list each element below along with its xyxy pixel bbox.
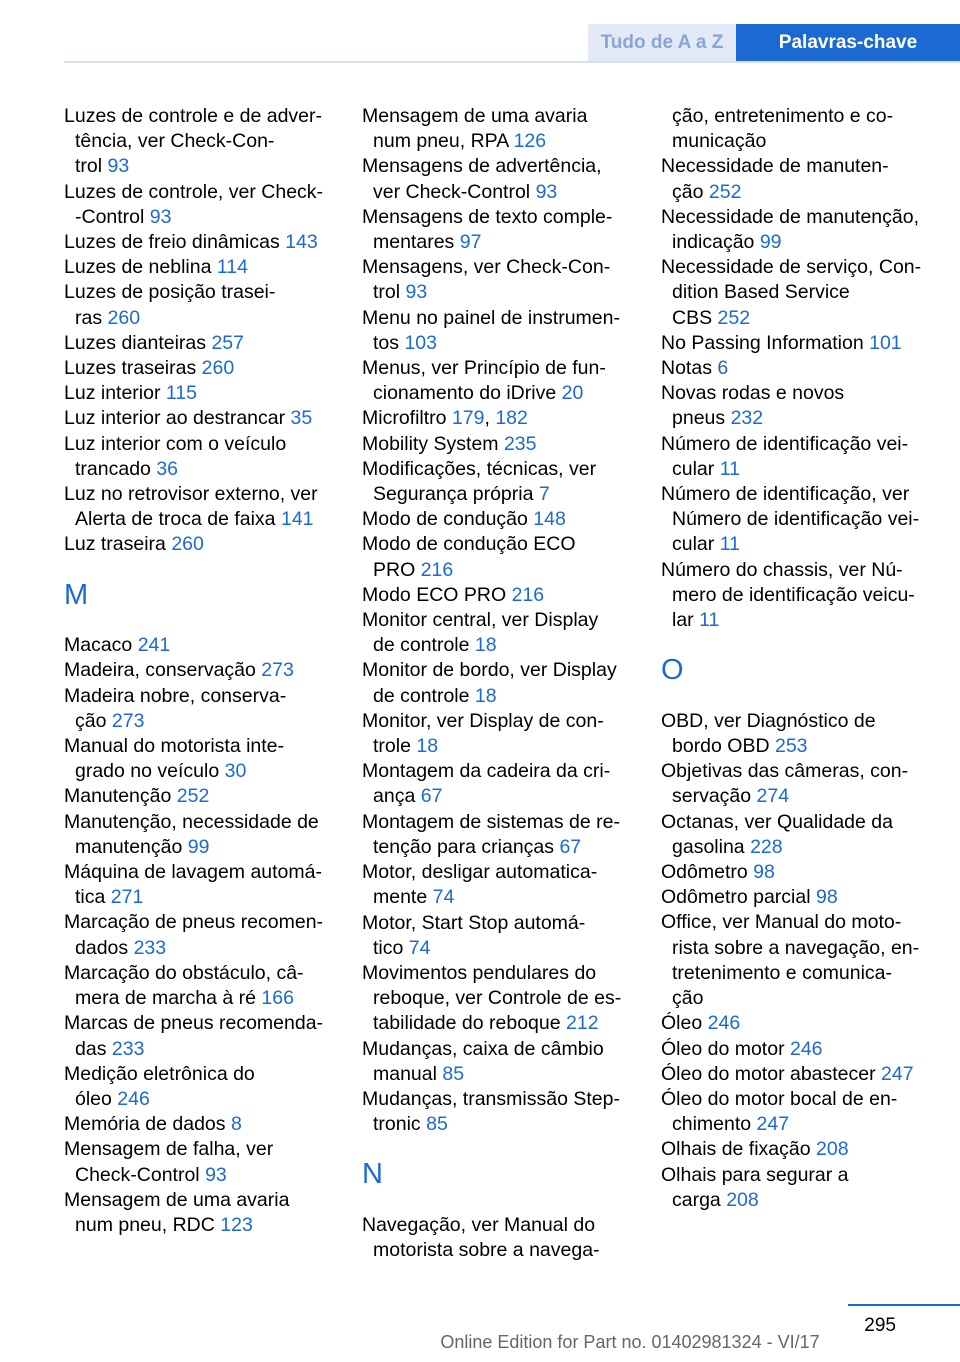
page-link[interactable]: 99 bbox=[187, 835, 210, 858]
page-link[interactable]: 252 bbox=[176, 785, 210, 808]
index-entry bbox=[64, 406, 338, 431]
entry-text: Monitor de bordo, ver Display bbox=[362, 659, 617, 682]
entry-text: Mensagem de uma avaria bbox=[64, 1188, 290, 1211]
entry-text: lar bbox=[672, 609, 694, 632]
page-link[interactable]: 212 bbox=[566, 1012, 599, 1035]
page-link[interactable]: 93 bbox=[535, 180, 558, 203]
entry-text: pneus bbox=[672, 407, 726, 430]
index-entry bbox=[362, 507, 636, 532]
index-entry bbox=[64, 961, 338, 1011]
index-entry bbox=[362, 860, 636, 910]
entry-text: rista sobre a navegação, en‐ bbox=[672, 936, 920, 959]
page-link[interactable]: 208 bbox=[816, 1138, 849, 1161]
tab-palavras-chave[interactable]: Palavras-chave bbox=[736, 24, 960, 61]
entry-text: óleo bbox=[75, 1087, 112, 1110]
section-letter: N bbox=[362, 1158, 383, 1191]
index-entry bbox=[64, 684, 338, 734]
page-link[interactable]: 148 bbox=[533, 508, 566, 531]
page-link[interactable]: 271 bbox=[110, 886, 144, 909]
index-entry bbox=[64, 633, 338, 658]
entry-text: Luzes de freio dinâmicas bbox=[64, 231, 280, 254]
entry-text: gasolina bbox=[672, 835, 745, 858]
page-link[interactable]: 93 bbox=[205, 1163, 227, 1186]
index-entry bbox=[661, 331, 935, 356]
page-link[interactable]: 141 bbox=[280, 508, 314, 531]
entry-text: tabilidade do reboque bbox=[373, 1012, 561, 1035]
entry-text: Mudanças, caixa de câmbio bbox=[362, 1037, 604, 1060]
entry-text: Novas rodas e novos bbox=[661, 382, 845, 405]
page-link[interactable]: 74 bbox=[408, 936, 431, 959]
entry-text: ção bbox=[672, 987, 704, 1010]
index-entry bbox=[362, 532, 636, 582]
entry-text: Marcação de pneus recomen‐ bbox=[64, 911, 324, 934]
section-letter: O bbox=[661, 654, 684, 687]
page-link[interactable]: 273 bbox=[261, 659, 294, 682]
index-entry bbox=[64, 910, 338, 960]
page-link[interactable]: 252 bbox=[717, 306, 751, 329]
entry-text: bordo OBD bbox=[672, 735, 770, 758]
footer-divider bbox=[848, 1304, 960, 1306]
entry-text: OBD, ver Diagnóstico de bbox=[661, 709, 876, 732]
index-entry bbox=[661, 1011, 935, 1036]
entry-text: Menus, ver Princípio de fun‐ bbox=[362, 357, 606, 380]
entry-text: das bbox=[75, 1037, 107, 1060]
page-link[interactable]: 166 bbox=[261, 987, 294, 1010]
entry-text: manutenção bbox=[75, 835, 183, 858]
page-link[interactable]: 182 bbox=[495, 407, 528, 430]
index-entry bbox=[661, 356, 935, 381]
page-link[interactable]: 216 bbox=[420, 558, 454, 581]
index-entry bbox=[362, 432, 636, 457]
entry-text: Número do chassis, ver Nú‐ bbox=[661, 558, 903, 581]
index-entry bbox=[362, 961, 636, 1037]
entry-text: dition Based Service bbox=[672, 281, 850, 304]
index-entry bbox=[661, 1137, 935, 1162]
index-entry bbox=[64, 810, 338, 860]
entry-text: Olhais para segurar a bbox=[661, 1163, 849, 1186]
page-link[interactable]: 36 bbox=[156, 457, 179, 480]
page-link[interactable]: 18 bbox=[474, 634, 497, 657]
entry-text: num pneu, RPA bbox=[373, 130, 509, 153]
index-entry bbox=[362, 154, 636, 204]
entry-text: tência, ver Check-Con‐ bbox=[75, 130, 275, 153]
page-header bbox=[0, 24, 960, 61]
page-link[interactable]: 98 bbox=[753, 861, 775, 884]
entry-text: Monitor, ver Display de con‐ bbox=[362, 709, 604, 732]
index-entry bbox=[661, 1062, 935, 1087]
entry-text: Luzes de neblina bbox=[64, 256, 212, 279]
page-link[interactable]: 98 bbox=[816, 886, 838, 909]
index-entry bbox=[661, 381, 935, 431]
entry-text: Manutenção, necessidade de bbox=[64, 810, 319, 833]
page-link[interactable]: 246 bbox=[789, 1037, 823, 1060]
page-link[interactable]: 11 bbox=[719, 457, 740, 480]
index-entry bbox=[362, 205, 636, 255]
entry-text: mente bbox=[373, 886, 428, 909]
page-link[interactable]: 232 bbox=[730, 407, 764, 430]
page-link[interactable]: 74 bbox=[432, 886, 455, 909]
entry-text: Luz interior bbox=[64, 382, 161, 405]
entry-text: Check-Control bbox=[75, 1163, 200, 1186]
entry-text: Luzes traseiras bbox=[64, 357, 197, 380]
entry-text: Luzes de posição trasei‐ bbox=[64, 281, 276, 304]
entry-text: dados bbox=[75, 936, 129, 959]
entry-text: ção bbox=[75, 709, 107, 732]
index-entry bbox=[64, 280, 338, 330]
entry-text: Objetivas das câmeras, con‐ bbox=[661, 760, 909, 783]
index-entry bbox=[661, 1037, 935, 1062]
page-link[interactable]: 123 bbox=[220, 1213, 253, 1236]
entry-text: carga bbox=[672, 1188, 721, 1211]
entry-text: Office, ver Manual do moto‐ bbox=[661, 911, 902, 934]
index-entry bbox=[362, 356, 636, 406]
page-link[interactable]: 143 bbox=[285, 231, 318, 254]
section-letter: M bbox=[64, 578, 89, 611]
entry-text: trancado bbox=[75, 457, 151, 480]
page-link[interactable]: 93 bbox=[149, 205, 172, 228]
index-entry bbox=[661, 104, 935, 154]
index-entry bbox=[661, 860, 935, 885]
page-link[interactable]: 85 bbox=[426, 1113, 448, 1136]
entry-text: Necessidade de manuten‐ bbox=[661, 155, 889, 178]
entry-text: Modo de condução ECO bbox=[362, 533, 576, 556]
page-link[interactable]: 18 bbox=[416, 735, 439, 758]
entry-text: Luz no retrovisor externo, ver bbox=[64, 483, 318, 506]
index-entry bbox=[661, 885, 935, 910]
entry-text: Montagem da cadeira da cri‐ bbox=[362, 760, 611, 783]
entry-text: Mensagens de texto comple‐ bbox=[362, 205, 613, 228]
entry-text: Luzes de controle, ver Check- bbox=[64, 180, 324, 203]
entry-text: de controle bbox=[373, 684, 470, 707]
entry-text: cionamento do iDrive bbox=[373, 382, 557, 405]
index-entry bbox=[661, 255, 935, 331]
entry-text: No Passing Information bbox=[661, 331, 864, 354]
index-entry bbox=[64, 784, 338, 809]
page-link[interactable]: 103 bbox=[404, 331, 437, 354]
index-entry bbox=[661, 759, 935, 809]
entry-text: Modo ECO PRO bbox=[362, 583, 507, 606]
page-link[interactable]: 274 bbox=[756, 785, 790, 808]
page-link[interactable]: 93 bbox=[405, 281, 428, 304]
page-link[interactable]: 253 bbox=[774, 735, 808, 758]
entry-text: ras bbox=[75, 306, 103, 329]
page-link[interactable]: 85 bbox=[442, 1062, 465, 1085]
index-entry bbox=[362, 583, 636, 608]
page-link[interactable]: 241 bbox=[137, 634, 171, 657]
page-link[interactable]: 67 bbox=[559, 835, 582, 858]
page-link[interactable]: 30 bbox=[224, 760, 247, 783]
page-link[interactable]: 93 bbox=[107, 155, 130, 178]
index-entry bbox=[362, 1213, 636, 1263]
header-divider bbox=[64, 61, 960, 63]
index-entry: Microfiltro 179, 182 bbox=[362, 407, 528, 430]
page-link[interactable]: 114 bbox=[216, 256, 248, 279]
index-entry bbox=[64, 1011, 338, 1061]
index-entry bbox=[362, 608, 636, 658]
entry-text: Menu no painel de instrumen‐ bbox=[362, 306, 620, 329]
entry-text: Marcas de pneus recomenda‐ bbox=[64, 1012, 324, 1035]
entry-text: Manutenção bbox=[64, 785, 172, 808]
edition-note: Online Edition for Part no. 01402981324 - VI/17 bbox=[440, 1332, 820, 1352]
page-link[interactable]: 99 bbox=[759, 231, 782, 254]
entry-text: trol bbox=[373, 281, 401, 304]
page-link[interactable]: 246 bbox=[707, 1012, 741, 1035]
entry-text: trole bbox=[373, 735, 411, 758]
page-link[interactable]: 8 bbox=[230, 1113, 242, 1136]
page-link[interactable]: 260 bbox=[107, 306, 141, 329]
entry-text: cular bbox=[672, 457, 715, 480]
page-link[interactable]: 233 bbox=[133, 936, 167, 959]
tab-tudo-de-a-a-z[interactable]: Tudo de A a Z bbox=[588, 24, 736, 61]
entry-text: Olhais de fixação bbox=[661, 1138, 811, 1161]
index-column-2 bbox=[362, 104, 636, 1263]
page-link[interactable]: 260 bbox=[201, 357, 235, 380]
index-entry bbox=[661, 810, 935, 860]
entry-text: Máquina de lavagem automá‐ bbox=[64, 861, 322, 884]
page-link[interactable]: 67 bbox=[420, 785, 443, 808]
page-link[interactable]: 260 bbox=[171, 533, 204, 556]
index-entry bbox=[64, 356, 338, 381]
index-entry bbox=[64, 255, 338, 280]
entry-text: Microfiltro bbox=[362, 407, 447, 430]
page-link[interactable]: 216 bbox=[511, 583, 545, 606]
entry-text: tico bbox=[373, 936, 404, 959]
entry-text: Luz traseira bbox=[64, 533, 166, 556]
index-entry bbox=[64, 1062, 338, 1112]
entry-text: indicação bbox=[672, 231, 755, 254]
entry-text: mera de marcha à ré bbox=[75, 987, 256, 1010]
entry-text: Medição eletrônica do bbox=[64, 1062, 255, 1085]
entry-text: manual bbox=[373, 1062, 437, 1085]
page-link[interactable]: 18 bbox=[474, 684, 497, 707]
index-entry bbox=[661, 910, 935, 1011]
index-entry bbox=[64, 734, 338, 784]
index-entry bbox=[362, 911, 636, 961]
entry-text: Necessidade de serviço, Con‐ bbox=[661, 256, 922, 279]
index-entry bbox=[362, 810, 636, 860]
entry-text: Óleo bbox=[661, 1012, 703, 1035]
index-entry bbox=[362, 457, 636, 507]
entry-text: Luz interior com o veículo bbox=[64, 432, 287, 455]
index-entry bbox=[661, 558, 935, 634]
entry-text: Necessidade de manutenção, bbox=[661, 205, 920, 228]
index-entry bbox=[64, 482, 338, 532]
page-number: 295 bbox=[864, 1315, 896, 1336]
entry-text: Mensagem de falha, ver bbox=[64, 1138, 274, 1161]
entry-text: Óleo do motor bbox=[661, 1037, 785, 1060]
index-entry bbox=[64, 658, 338, 683]
index-entry bbox=[362, 709, 636, 759]
entry-text: Modo de condução bbox=[362, 508, 528, 531]
index-entry bbox=[64, 381, 338, 406]
entry-text: Número de identificação vei‐ bbox=[672, 508, 920, 531]
entry-text: Número de identificação vei‐ bbox=[661, 432, 909, 455]
page-link[interactable]: 6 bbox=[717, 357, 729, 380]
entry-text: motorista sobre a navega‐ bbox=[373, 1239, 600, 1262]
page-link[interactable]: 101 bbox=[869, 331, 902, 354]
page-link[interactable]: 7 bbox=[538, 483, 550, 506]
entry-text: Mobility System bbox=[362, 432, 499, 455]
entry-text: mero de identificação veicu‐ bbox=[672, 583, 915, 606]
entry-text: Luzes dianteiras bbox=[64, 331, 207, 354]
entry-text: Madeira, conservação bbox=[64, 659, 256, 682]
index-entry bbox=[64, 180, 338, 230]
entry-text: Mudanças, transmissão Step‐ bbox=[362, 1087, 620, 1110]
entry-text: Montagem de sistemas de re‐ bbox=[362, 810, 620, 833]
entry-text: Segurança própria bbox=[373, 483, 534, 506]
entry-text: Octanas, ver Qualidade da bbox=[661, 810, 893, 833]
entry-text: Memória de dados bbox=[64, 1113, 226, 1136]
entry-text: tica bbox=[75, 886, 106, 909]
index-entry bbox=[661, 1163, 935, 1213]
index-entry bbox=[64, 331, 338, 356]
index-entry bbox=[64, 104, 338, 180]
entry-text: grado no veículo bbox=[75, 760, 220, 783]
entry-text: mentares bbox=[373, 231, 455, 254]
index-entry bbox=[661, 709, 935, 759]
entry-text: Motor, desligar automatica‐ bbox=[362, 861, 598, 884]
entry-text: num pneu, RDC bbox=[75, 1213, 215, 1236]
entry-text: Óleo do motor abastecer bbox=[661, 1062, 876, 1085]
entry-text: Madeira nobre, conserva‐ bbox=[64, 684, 287, 707]
page-link[interactable]: 97 bbox=[459, 231, 482, 254]
index-entry bbox=[661, 154, 935, 204]
entry-text: trol bbox=[75, 155, 103, 178]
entry-text: Monitor central, ver Display bbox=[362, 609, 599, 632]
index-entry bbox=[661, 205, 935, 255]
index-entry bbox=[362, 1037, 636, 1087]
index-entry bbox=[64, 1188, 338, 1238]
page-link[interactable]: 233 bbox=[111, 1037, 145, 1060]
index-entry bbox=[661, 482, 935, 558]
index-entry bbox=[362, 306, 636, 356]
index-entry bbox=[64, 860, 338, 910]
entry-text: Luz interior ao destrancar bbox=[64, 407, 286, 430]
page-link[interactable]: 235 bbox=[503, 432, 537, 455]
entry-text: tronic bbox=[373, 1113, 421, 1136]
entry-text: tenção para crianças bbox=[373, 835, 555, 858]
entry-text: Alerta de troca de faixa bbox=[75, 508, 276, 531]
page-link[interactable]: 247 bbox=[881, 1062, 914, 1085]
entry-text: ção bbox=[672, 180, 704, 203]
page-link[interactable]: 228 bbox=[750, 835, 783, 858]
entry-text: Movimentos pendulares do bbox=[362, 961, 597, 984]
page-link[interactable]: 257 bbox=[211, 331, 244, 354]
page-link[interactable]: 20 bbox=[561, 382, 584, 405]
index-entry bbox=[64, 432, 338, 482]
index-entry bbox=[362, 255, 636, 305]
entry-text: ‐Control bbox=[75, 205, 145, 228]
entry-text: Odômetro parcial bbox=[661, 886, 811, 909]
entry-text: de controle bbox=[373, 634, 470, 657]
index-entry bbox=[64, 1112, 338, 1137]
page-link[interactable]: 246 bbox=[117, 1087, 150, 1110]
page-link[interactable]: 252 bbox=[708, 180, 742, 203]
entry-text: Marcação do obstáculo, câ‐ bbox=[64, 961, 304, 984]
entry-text: servação bbox=[672, 785, 752, 808]
entry-text: Macaco bbox=[64, 634, 133, 657]
index-entry bbox=[64, 230, 338, 255]
entry-text: Número de identificação, ver bbox=[661, 483, 910, 506]
page-link[interactable]: 115 bbox=[165, 382, 197, 405]
entry-text: Odômetro bbox=[661, 861, 748, 884]
entry-text: ança bbox=[373, 785, 416, 808]
entry-text: Mensagens, ver Check-Con‐ bbox=[362, 256, 611, 279]
page-link[interactable]: 126 bbox=[513, 130, 547, 153]
entry-text: ver Check-Control bbox=[373, 180, 531, 203]
index-entry bbox=[64, 1137, 338, 1187]
index-entry bbox=[362, 104, 636, 154]
page-link[interactable]: 35 bbox=[290, 407, 313, 430]
entry-text: Luzes de controle e de adver‐ bbox=[64, 105, 322, 127]
page-link[interactable]: 273 bbox=[111, 709, 145, 732]
entry-text: Modificações, técnicas, ver bbox=[362, 457, 597, 480]
entry-text: Manual do motorista inte‐ bbox=[64, 735, 285, 758]
entry-text: Óleo do motor bocal de en‐ bbox=[661, 1087, 898, 1110]
index-entry bbox=[661, 432, 935, 482]
index-entry bbox=[661, 1087, 935, 1137]
entry-text: Mensagens de advertência, bbox=[362, 155, 602, 178]
entry-text: tretenimento e comunica‐ bbox=[672, 961, 893, 984]
page-link[interactable]: 11 bbox=[699, 609, 720, 632]
entry-text: Notas bbox=[661, 357, 712, 380]
index-entry bbox=[362, 1087, 636, 1137]
entry-text: reboque, ver Controle de es‐ bbox=[373, 987, 622, 1010]
index-entry bbox=[64, 532, 338, 557]
entry-text: CBS bbox=[672, 306, 713, 329]
page-link[interactable]: 247 bbox=[756, 1113, 790, 1136]
entry-text: PRO bbox=[373, 558, 416, 581]
page-link[interactable]: 208 bbox=[726, 1188, 759, 1211]
entry-text: municação bbox=[672, 130, 767, 153]
entry-text: ção, entretenimento e co‐ bbox=[672, 105, 894, 127]
entry-text: Motor, Start Stop automá‐ bbox=[362, 911, 586, 934]
index-column-3 bbox=[661, 104, 935, 1213]
index-entry bbox=[362, 658, 636, 708]
index-entry bbox=[362, 759, 636, 809]
index-column-1 bbox=[64, 104, 338, 1238]
entry-text: tos bbox=[373, 331, 400, 354]
entry-text: Navegação, ver Manual do bbox=[362, 1213, 596, 1236]
page-link[interactable]: 11 bbox=[719, 533, 740, 556]
entry-text: Mensagem de uma avaria bbox=[362, 105, 588, 127]
entry-text: cular bbox=[672, 533, 715, 556]
entry-text: chimento bbox=[672, 1113, 752, 1136]
page-link[interactable]: 179 bbox=[451, 407, 485, 430]
